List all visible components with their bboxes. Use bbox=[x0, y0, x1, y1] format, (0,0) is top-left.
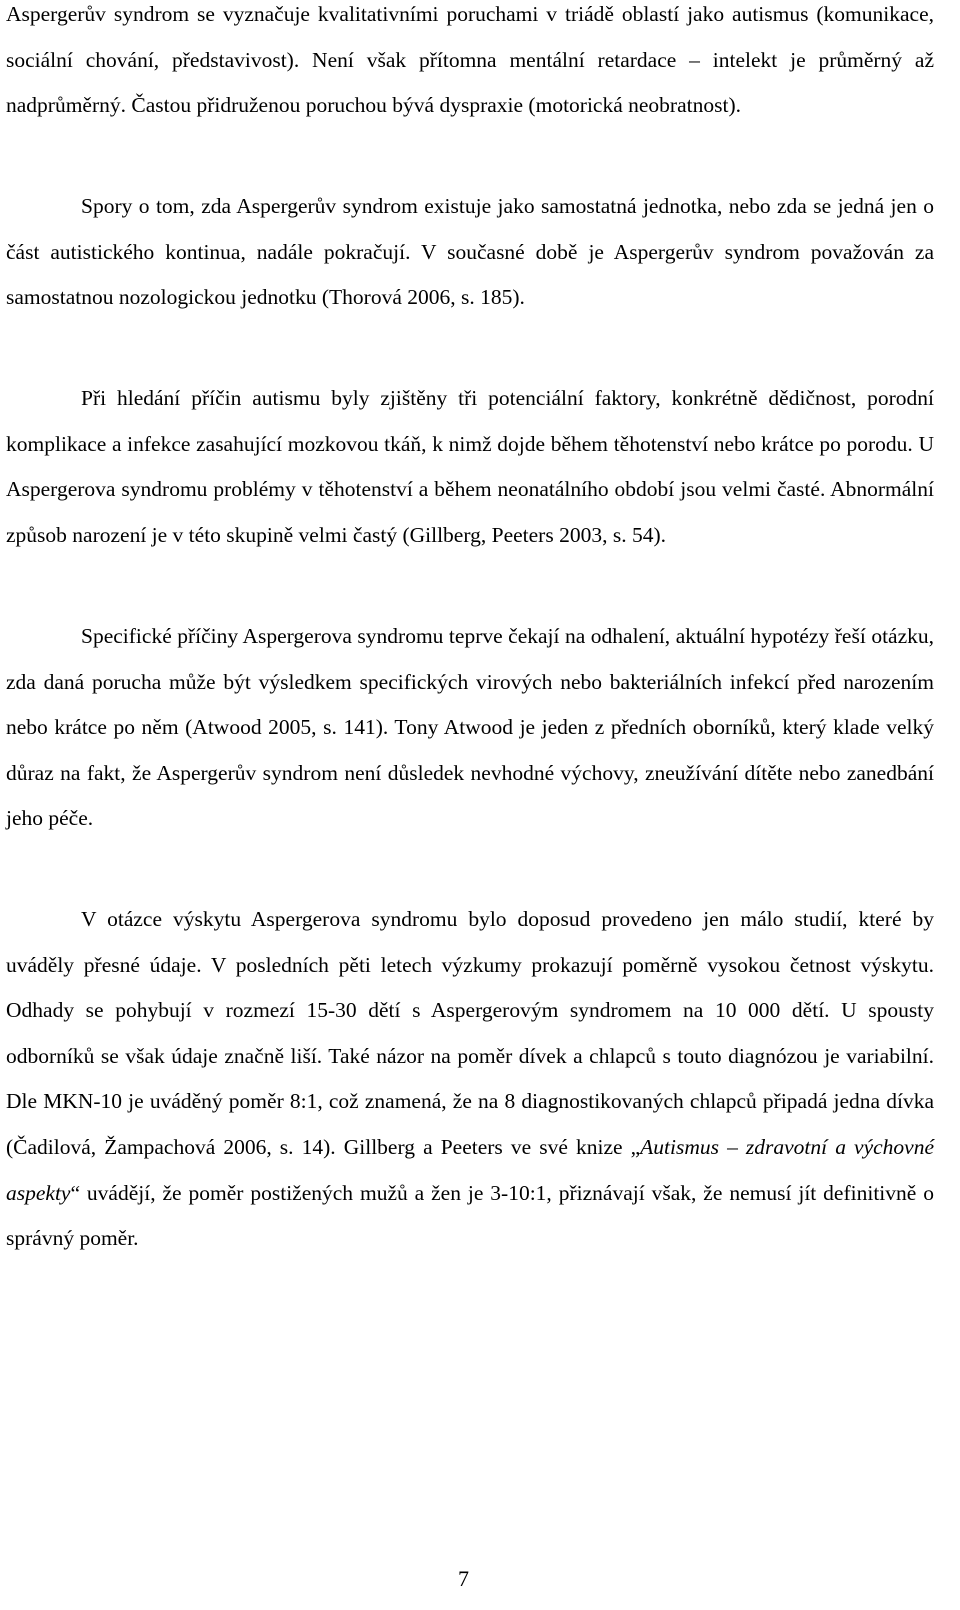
paragraph-prevalence bbox=[6, 897, 934, 1262]
paragraph-causes-of-autism: Při hledání příčin autismu byly zjištěny tři potenciální faktory, konkrétně dědičnost, porodní komplikace a infekce zasahující mozkovou tkáň, k nimž dojde během těhotenství nebo krátce po porodu. U Aspergerova syndromu problémy v těhotenství a během neonatálního období jsou velmi časté. Abnormální způsob narození je v této skupině velmi častý (Gillberg, Peeters 2003, s. 54). bbox=[6, 386, 934, 547]
paragraph-autonomy-debate: Spory o tom, zda Aspergerův syndrom existuje jako samostatná jednotka, nebo zda se jedná jen o část autistického kontinua, nadále pokračují. V současné době je Aspergerův syndrom považován za samostatnou nozologickou jednotku (Thorová 2006, s. 185). bbox=[6, 194, 934, 310]
book-title: Autismus – zdravotní a výchovné aspekty bbox=[6, 1134, 935, 1205]
paragraph-asperger-definition: Aspergerův syndrom se vyznačuje kvalitativními poruchami v triádě oblastí jako autismus (komunikace, sociální chování, představivost). Není však přítomna mentální retardace – intelekt je průměrný až nadprůměrný. Častou přidruženou poruchou bývá dyspraxie (motorická neobratnost). bbox=[6, 2, 934, 118]
paragraph-specific-causes: Specifické příčiny Aspergerova syndromu teprve čekají na odhalení, aktuální hypotézy řeší otázku, zda daná porucha může být výsledkem specifických virových nebo bakteriálních infekcí před narozením nebo krátce po něm (Atwood 2005, s. 141). Tony Atwood je jeden z předních oborníků, který klade velký důraz na fakt, že Aspergerův syndrom není důsledek nevhodné výchovy, zneužívání dítěte nebo zanedbání jeho péče. bbox=[6, 624, 934, 831]
prevalence-text-after: “ uvádějí, že poměr postižených mužů a žen je 3-10:1, přiznávají však, že nemusí jít definitivně o správný poměr. bbox=[6, 1180, 934, 1251]
page-number: 7 bbox=[458, 1566, 469, 1591]
prevalence-text-before: V otázce výskytu Aspergerova syndromu bylo doposud provedeno jen málo studií, které by uváděly přesné údaje. V posledních pěti letech výzkumy prokazují poměrně vysokou četnost výskytu. Odhady se pohybují v rozmezí 15-30 dětí s Aspergerovým syndromem na 10 000 dětí. U spousty odborníků se však údaje značně liší. Také názor na poměr dívek a chlapců s touto diagnózou je variabilní. Dle MKN-10 je uváděný poměr 8:1, což znamená, že na 8 diagnostikovaných chlapců připadá jedna dívka (Čadilová, Žampachová 2006, s. 14). Gillberg a Peeters ve své knize „ bbox=[6, 907, 934, 1159]
